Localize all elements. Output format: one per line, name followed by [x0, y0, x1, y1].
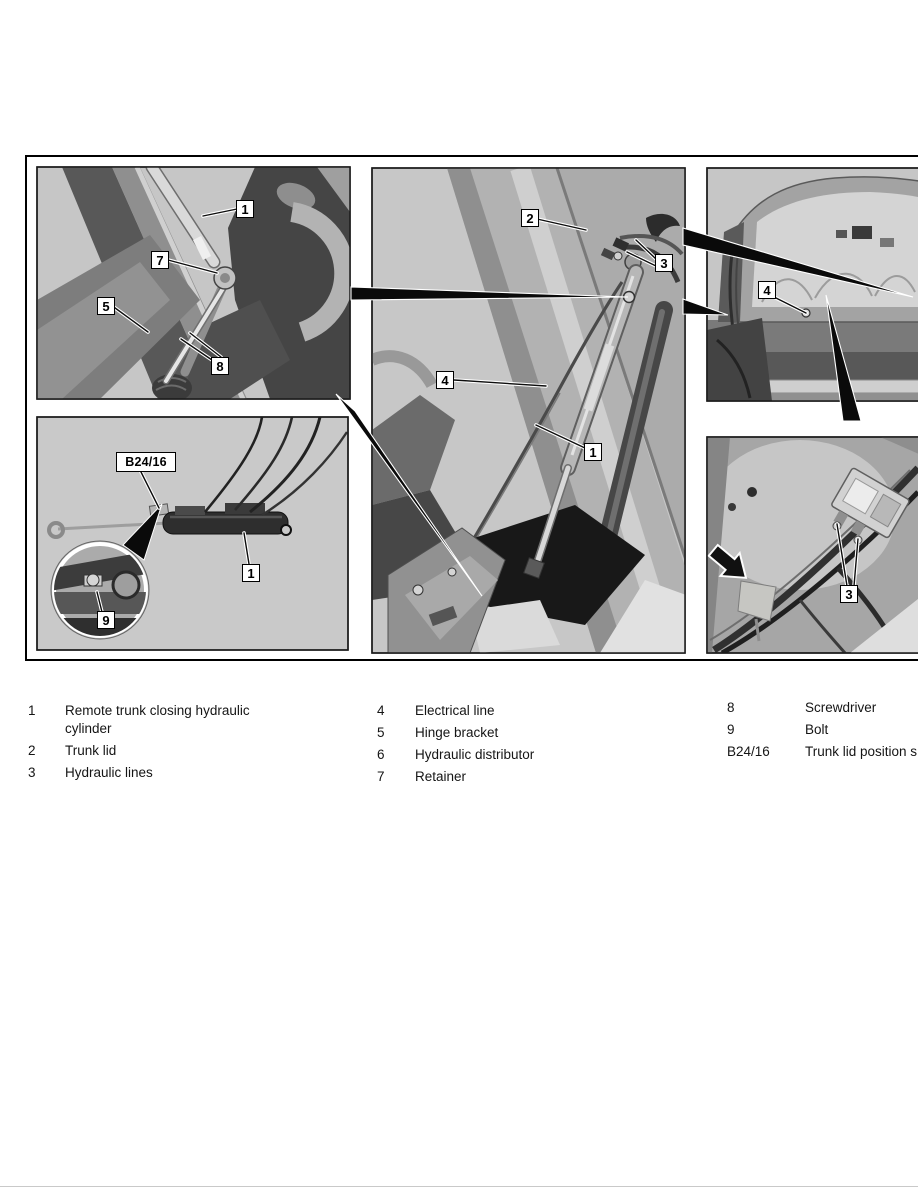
legend-key: 8 — [727, 700, 735, 715]
legend-item — [727, 743, 917, 761]
legend-label: Remote trunk closing hydraulic cylinder — [65, 703, 250, 736]
legend-label: Hydraulic distributor — [415, 747, 535, 762]
legend-label: Hydraulic lines — [65, 765, 153, 780]
hydraulic-cylinder-body — [163, 512, 288, 534]
figure-illustration — [25, 155, 918, 661]
photo-panel-top-right-trunk-lid — [707, 168, 918, 401]
page-bottom-edge — [0, 1186, 918, 1187]
callout-1-top-left: 1 — [236, 200, 254, 218]
callout-1-bottom-left: 1 — [242, 564, 260, 582]
legend-key: B24/16 — [727, 744, 770, 759]
legend-item — [28, 764, 265, 782]
lid-latch — [852, 226, 872, 239]
callout-2-trunk-lid: 2 — [521, 209, 539, 227]
legend-key: 9 — [727, 722, 735, 737]
legend-label: Hinge bracket — [415, 725, 499, 740]
legend-item — [377, 702, 645, 720]
legend-key: 7 — [377, 769, 385, 784]
legend-label: Electrical line — [415, 703, 495, 718]
callout-7-retainer: 7 — [151, 251, 169, 269]
legend-column-2 — [377, 702, 645, 790]
callout-9-bolt: 9 — [97, 611, 115, 629]
legend-label: Retainer — [415, 769, 467, 784]
photo-panel-top-left-hinge — [37, 167, 350, 402]
legend-item — [727, 699, 917, 717]
legend-column-1 — [28, 702, 265, 786]
photo-panel-bottom-right-lines — [705, 437, 918, 653]
callout-8-screwdriver: 8 — [211, 357, 229, 375]
callout-3-bottom-right: 3 — [840, 585, 858, 603]
legend-key: 6 — [377, 747, 385, 762]
callout-b24-16-sensor: B24/16 — [116, 452, 176, 472]
legend-key: 4 — [377, 703, 385, 718]
legend-key: 5 — [377, 725, 385, 740]
callout-5-hinge-bracket: 5 — [97, 297, 115, 315]
legend-label: Screwdriver — [805, 700, 877, 715]
legend-key: 1 — [28, 703, 36, 718]
legend-item — [377, 768, 645, 786]
legend-item — [727, 721, 917, 739]
legend-label: Trunk lid position s — [805, 744, 918, 759]
callout-4-top-right: 4 — [758, 281, 776, 299]
legend-column-3 — [727, 699, 917, 765]
legend-label: Bolt — [805, 722, 829, 737]
callout-3-hydraulic-lines: 3 — [655, 254, 673, 272]
legend-key: 2 — [28, 743, 36, 758]
callout-1-middle: 1 — [584, 443, 602, 461]
photo-panel-bottom-left-cylinder — [37, 417, 348, 650]
legend-item — [28, 742, 265, 760]
legend-item — [28, 702, 265, 738]
callout-4-electrical-line: 4 — [436, 371, 454, 389]
legend-item — [377, 724, 645, 742]
legend-item — [377, 746, 645, 764]
legend-key: 3 — [28, 765, 36, 780]
legend-label: Trunk lid — [65, 743, 117, 758]
